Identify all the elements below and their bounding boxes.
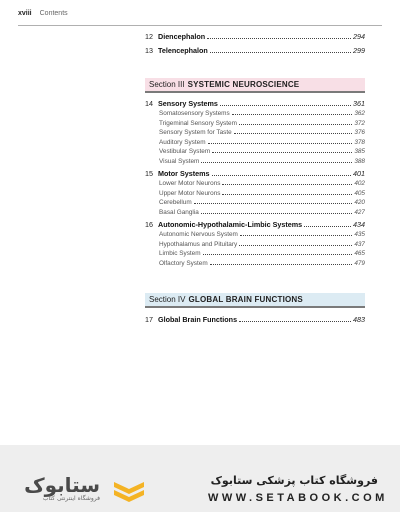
- chapter-number: 14: [145, 99, 153, 108]
- toc-subentry[interactable]: [145, 139, 365, 149]
- subentry-title: Limbic System: [159, 250, 201, 257]
- section-label: Section III: [149, 80, 185, 89]
- toc-subentry[interactable]: [145, 148, 365, 158]
- toc-subentry[interactable]: [145, 241, 365, 251]
- page-ref: 420: [354, 199, 365, 206]
- leader-dots: [240, 235, 352, 236]
- section-name: GLOBAL BRAIN FUNCTIONS: [188, 295, 303, 304]
- leader-dots: [210, 52, 351, 53]
- toc-entry[interactable]: [145, 220, 365, 231]
- subentry-title: Vestibular System: [159, 148, 211, 155]
- toc-entry[interactable]: [145, 46, 365, 57]
- toc-subentry[interactable]: [145, 231, 365, 241]
- page-ref: 372: [354, 119, 365, 127]
- leader-dots: [239, 321, 351, 322]
- page-ref: 465: [354, 250, 365, 257]
- chapter-title: Motor Systems: [158, 169, 210, 178]
- chapter-title: Telencephalon: [158, 46, 208, 55]
- leader-dots: [220, 105, 351, 106]
- page-ref: 299: [353, 46, 365, 55]
- page-ref: 376: [354, 129, 365, 136]
- chapter-title: Sensory Systems: [158, 99, 218, 108]
- subentry-title: Somatosensory Systems: [159, 110, 230, 117]
- toc-subentry[interactable]: [145, 250, 365, 260]
- subentry-title: Visual System: [159, 157, 200, 165]
- leader-dots: [222, 194, 352, 195]
- setabook-logo: [10, 475, 100, 505]
- subentry-title: Olfactory System: [159, 259, 208, 267]
- toc-section4: [145, 315, 365, 326]
- chapter-title: Autonomic-Hypothalamic-Limbic Systems: [158, 220, 303, 229]
- page-ref: 388: [354, 157, 365, 165]
- toc-top-entries: [145, 32, 365, 57]
- running-header: [18, 10, 382, 26]
- toc-subentry[interactable]: [145, 129, 365, 139]
- leader-dots: [201, 162, 352, 163]
- leader-dots: [208, 143, 353, 144]
- toc-subentry[interactable]: [145, 180, 365, 190]
- toc-subentry[interactable]: [145, 120, 365, 130]
- leader-dots: [222, 184, 352, 185]
- leader-dots: [212, 175, 351, 176]
- page-ref: 434: [353, 220, 365, 229]
- toc-section3: [145, 99, 365, 269]
- page-ref: 385: [354, 148, 365, 155]
- subentry-title: Autonomic Nervous System: [159, 231, 238, 238]
- toc-entry[interactable]: [145, 169, 365, 180]
- page-ref: 437: [354, 240, 365, 248]
- subentry-title: Sensory System for Taste: [159, 129, 232, 136]
- subentry-title: Basal Ganglia: [159, 208, 199, 216]
- subentry-title: Hypothalamus and Pituitary: [159, 240, 238, 248]
- chapter-number: 12: [145, 32, 153, 41]
- leader-dots: [304, 226, 351, 227]
- toc-subentry[interactable]: [145, 260, 365, 270]
- toc-entry[interactable]: [145, 315, 365, 326]
- chapter-title: Diencephalon: [158, 32, 206, 41]
- page-ref: 401: [353, 169, 365, 178]
- leader-dots: [201, 213, 353, 214]
- page-ref: 435: [354, 231, 365, 238]
- toc-entry[interactable]: [145, 99, 365, 110]
- page-number: xviii: [18, 10, 32, 17]
- leader-dots: [234, 133, 353, 134]
- section-heading-systemic-neuroscience: [145, 78, 365, 93]
- chapter-number: 17: [145, 315, 153, 324]
- chapter-title: Global Brain Functions: [158, 315, 238, 324]
- leader-dots: [232, 114, 353, 115]
- subentry-title: Lower Motor Neurons: [159, 180, 221, 187]
- section-name: SYSTEMIC NEUROSCIENCE: [187, 80, 300, 89]
- toc-subentry[interactable]: [145, 199, 365, 209]
- leader-dots: [203, 254, 353, 255]
- logo-tagline: فروشگاه اینترنتی کتاب: [42, 495, 100, 502]
- toc-subentry[interactable]: [145, 158, 365, 168]
- leader-dots: [212, 152, 352, 153]
- section-label: Section IV: [149, 295, 186, 304]
- book-stack-icon: [112, 476, 146, 506]
- leader-dots: [210, 264, 353, 265]
- chapter-number: 16: [145, 220, 153, 229]
- leader-dots: [239, 245, 352, 246]
- toc-subentry[interactable]: [145, 110, 365, 120]
- subentry-title: Upper Motor Neurons: [159, 189, 221, 197]
- page-ref: 294: [353, 32, 365, 41]
- page-ref: 362: [354, 110, 365, 117]
- toc-subentry[interactable]: [145, 190, 365, 200]
- leader-dots: [207, 38, 351, 39]
- page-ref: 483: [353, 315, 365, 324]
- website-url[interactable]: WWW.SETABOOK.COM: [208, 492, 388, 504]
- leader-dots: [239, 124, 352, 125]
- page-ref: 378: [354, 138, 365, 146]
- toc-subentry[interactable]: [145, 209, 365, 219]
- logo-brand-text: ستابوک: [24, 473, 100, 497]
- leader-dots: [194, 203, 353, 204]
- shop-name: فروشگاه کتاب پزشکی ستابوک: [210, 474, 378, 487]
- page-ref: 402: [354, 180, 365, 187]
- chapter-number: 15: [145, 169, 153, 178]
- chapter-number: 13: [145, 46, 153, 55]
- page-ref: 479: [354, 259, 365, 267]
- subentry-title: Cerebellum: [159, 199, 192, 206]
- header-title: Contents: [39, 10, 68, 17]
- section-heading-global-brain-functions: [145, 293, 365, 308]
- page-ref: 427: [354, 208, 365, 216]
- toc-entry[interactable]: [145, 32, 365, 43]
- page-ref: 361: [353, 99, 365, 108]
- subentry-title: Trigeminal Sensory System: [159, 119, 237, 127]
- page-ref: 405: [354, 189, 365, 197]
- subentry-title: Auditory System: [159, 138, 206, 146]
